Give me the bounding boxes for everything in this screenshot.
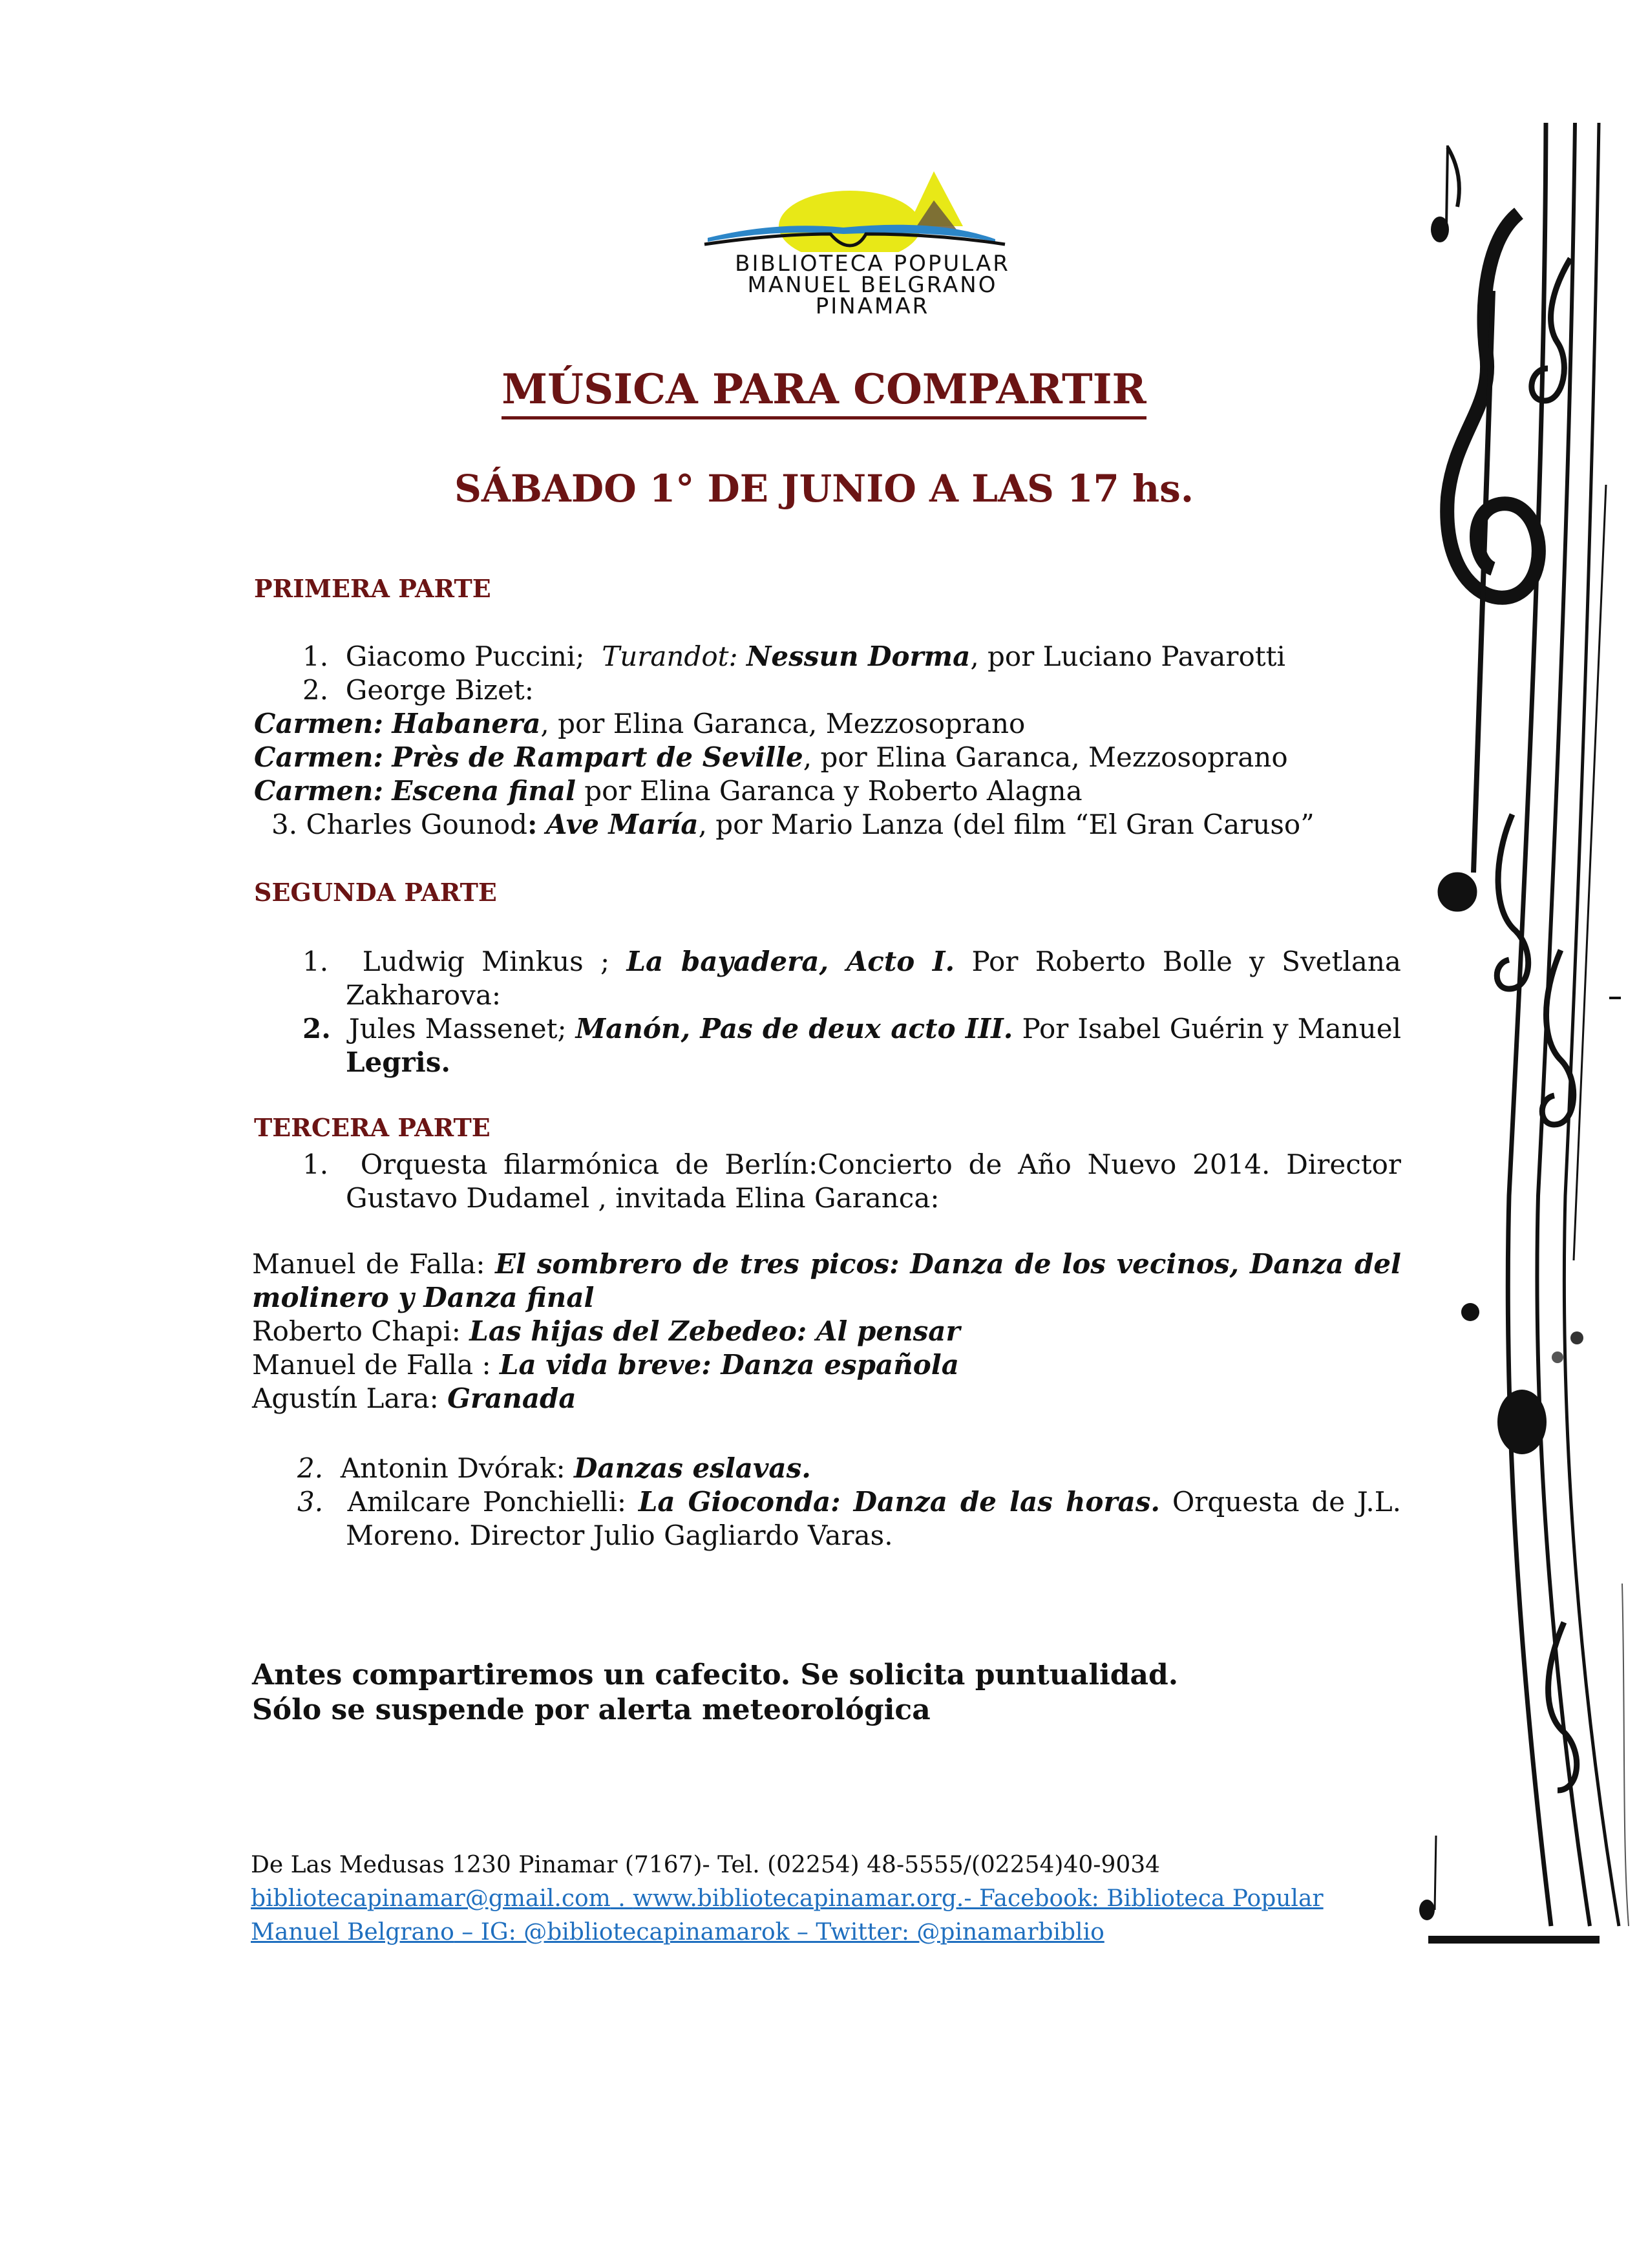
composer: Charles Gounod: [306, 809, 528, 840]
logo-line-1: BIBLIOTECA POPULAR: [735, 251, 1010, 277]
piece-title: Granada: [447, 1383, 576, 1414]
email-link[interactable]: bibliotecapinamar@gmail.com: [251, 1885, 611, 1912]
logo-line-3: PINAMAR: [815, 293, 930, 319]
open-book-sun-logo-icon: [679, 162, 1066, 252]
program-item: [297, 1452, 811, 1485]
program-item: [302, 673, 534, 707]
twitter-link[interactable]: – Twitter: @pinamarbiblio: [789, 1919, 1104, 1945]
section-heading-primera: PRIMERA PARTE: [254, 574, 491, 603]
program-item-cont: Legris.: [346, 1046, 450, 1078]
composer: Giacomo Puccini;: [345, 641, 585, 672]
piece-title: La Gioconda: Danza de las horas.: [638, 1486, 1161, 1518]
item-number: 1.: [302, 946, 329, 977]
item-number: 3.: [271, 809, 298, 840]
performer: , por Elina Garanca, Mezzosoprano: [540, 708, 1026, 739]
program-item: [302, 945, 1401, 979]
program-item-cont: Moreno. Director Julio Gagliardo Varas.: [346, 1520, 893, 1551]
website-link[interactable]: www.bibliotecapinamar.org.: [633, 1885, 964, 1912]
composer: Roberto Chapi:: [252, 1315, 461, 1347]
piece-title: Las hijas del Zebedeo: Al pensar: [469, 1315, 960, 1347]
performer: Por Roberto Bolle y Svetlana: [971, 946, 1401, 977]
piece-title: La vida breve: Danza española: [499, 1349, 959, 1381]
composer: Manuel de Falla :: [252, 1349, 491, 1381]
item-number: 1.: [302, 641, 329, 672]
composer: Agustín Lara:: [252, 1383, 439, 1414]
work-title: Carmen:: [254, 708, 383, 739]
section-heading-segunda: SEGUNDA PARTE: [254, 878, 497, 907]
performer: Por Isabel Guérin y Manuel: [1022, 1013, 1402, 1044]
contact-links-line-2: [251, 1916, 1104, 1949]
piece-title: Manón, Pas de deux acto III.: [575, 1013, 1013, 1044]
composer: Manuel de Falla:: [252, 1248, 485, 1280]
item-number: 2.: [297, 1452, 324, 1484]
facebook-link[interactable]: - Facebook: Biblioteca Popular: [964, 1885, 1324, 1912]
performer: , por Elina Garanca, Mezzosoprano: [803, 741, 1288, 773]
notice-line-1: Antes compartiremos un cafecito. Se solicita puntualidad.: [252, 1659, 1179, 1691]
piece-title: Danzas eslavas.: [573, 1452, 811, 1484]
library-logo: [679, 162, 1066, 319]
section-heading-tercera: TERCERA PARTE: [254, 1113, 491, 1142]
program-subitem: [254, 707, 1025, 741]
sun-icon: [779, 191, 921, 252]
program-item: [271, 808, 1315, 842]
item-number: 3.: [297, 1486, 324, 1518]
music-staff-decoration: [1396, 97, 1648, 1984]
performer: , por Mario Lanza (del film “El Gran Caruso”: [698, 809, 1315, 840]
program-subitem: [252, 1315, 960, 1348]
composer: Jules Massenet;: [348, 1013, 567, 1044]
program-subitem: [254, 774, 1083, 808]
work-title: Carmen:: [254, 741, 383, 773]
program-item: [302, 640, 1285, 673]
composer: Ludwig Minkus ;: [362, 946, 610, 977]
facebook-link-cont[interactable]: Manuel Belgrano: [251, 1919, 454, 1945]
contact-links-line-1: [251, 1882, 1408, 1916]
performer: por Elina Garanca y Roberto Alagna: [575, 775, 1083, 807]
program-item: [297, 1485, 1401, 1519]
program-subitem: [252, 1348, 959, 1382]
logo-line-2: MANUEL BELGRANO: [747, 272, 998, 298]
program-subitem: [252, 1247, 1401, 1281]
work-title: Turandot:: [602, 641, 738, 672]
address-phone: De Las Medusas 1230 Pinamar (7167)- Tel. (02254) 48-5555/(02254)40-9034: [251, 1852, 1161, 1878]
program-subitem: [254, 741, 1288, 774]
piece-title: El sombrero de tres picos: Danza de los vecinos, Danza del: [495, 1248, 1402, 1280]
bottom-note-icon: [1419, 1836, 1436, 1920]
piece-title: Ave María: [545, 809, 699, 840]
item-number: 2.: [302, 1013, 331, 1044]
music-staff-treble-clefs-icon: [1396, 97, 1648, 1984]
piece-title-cont: molinero y Danza final: [252, 1282, 595, 1313]
treble-clef-icon: [1438, 213, 1539, 911]
page-title-text: MÚSICA PARA COMPARTIR: [502, 365, 1146, 419]
separator: .: [610, 1885, 633, 1912]
composer: George Bizet:: [345, 674, 534, 706]
composer: Amilcare Ponchielli:: [347, 1486, 627, 1518]
program-item: [302, 1012, 1401, 1046]
piece-title: Habanera: [392, 708, 541, 739]
program-subitem: [252, 1382, 576, 1415]
small-treble-clef-icon: [1497, 259, 1576, 1790]
performer: Orquesta de J.L.: [1172, 1486, 1402, 1518]
notice-line-2: Sólo se suspende por alerta meteorológica: [252, 1693, 931, 1726]
eighth-note-icon: [1431, 145, 1459, 242]
work-title: Carmen:: [254, 775, 383, 807]
program-item-cont: Zakharova:: [346, 979, 502, 1011]
program-item: [302, 1148, 1401, 1182]
composer: Antonin Dvórak:: [340, 1452, 565, 1484]
base-bar: [1428, 1936, 1600, 1944]
instagram-link[interactable]: – IG: @bibliotecapinamarok: [454, 1919, 790, 1945]
item-number: 1.: [302, 1149, 329, 1180]
piece-title: Près de Rampart de Seville: [392, 741, 803, 773]
colon: :: [527, 809, 538, 840]
event-date: SÁBADO 1° DE JUNIO A LAS 17 hs.: [454, 467, 1194, 511]
program-text: Orquesta filarmónica de Berlín:Concierto de Año Nuevo 2014. Director: [360, 1149, 1401, 1180]
performer: , por Luciano Pavarotti: [970, 641, 1285, 672]
piece-title: Escena final: [392, 775, 576, 807]
piece-title: La bayadera, Acto I.: [626, 946, 955, 977]
program-item-cont: Gustavo Dudamel , invitada Elina Garanca:: [346, 1182, 940, 1214]
piece-title: Nessun Dorma: [746, 641, 971, 672]
item-number: 2.: [302, 674, 329, 706]
